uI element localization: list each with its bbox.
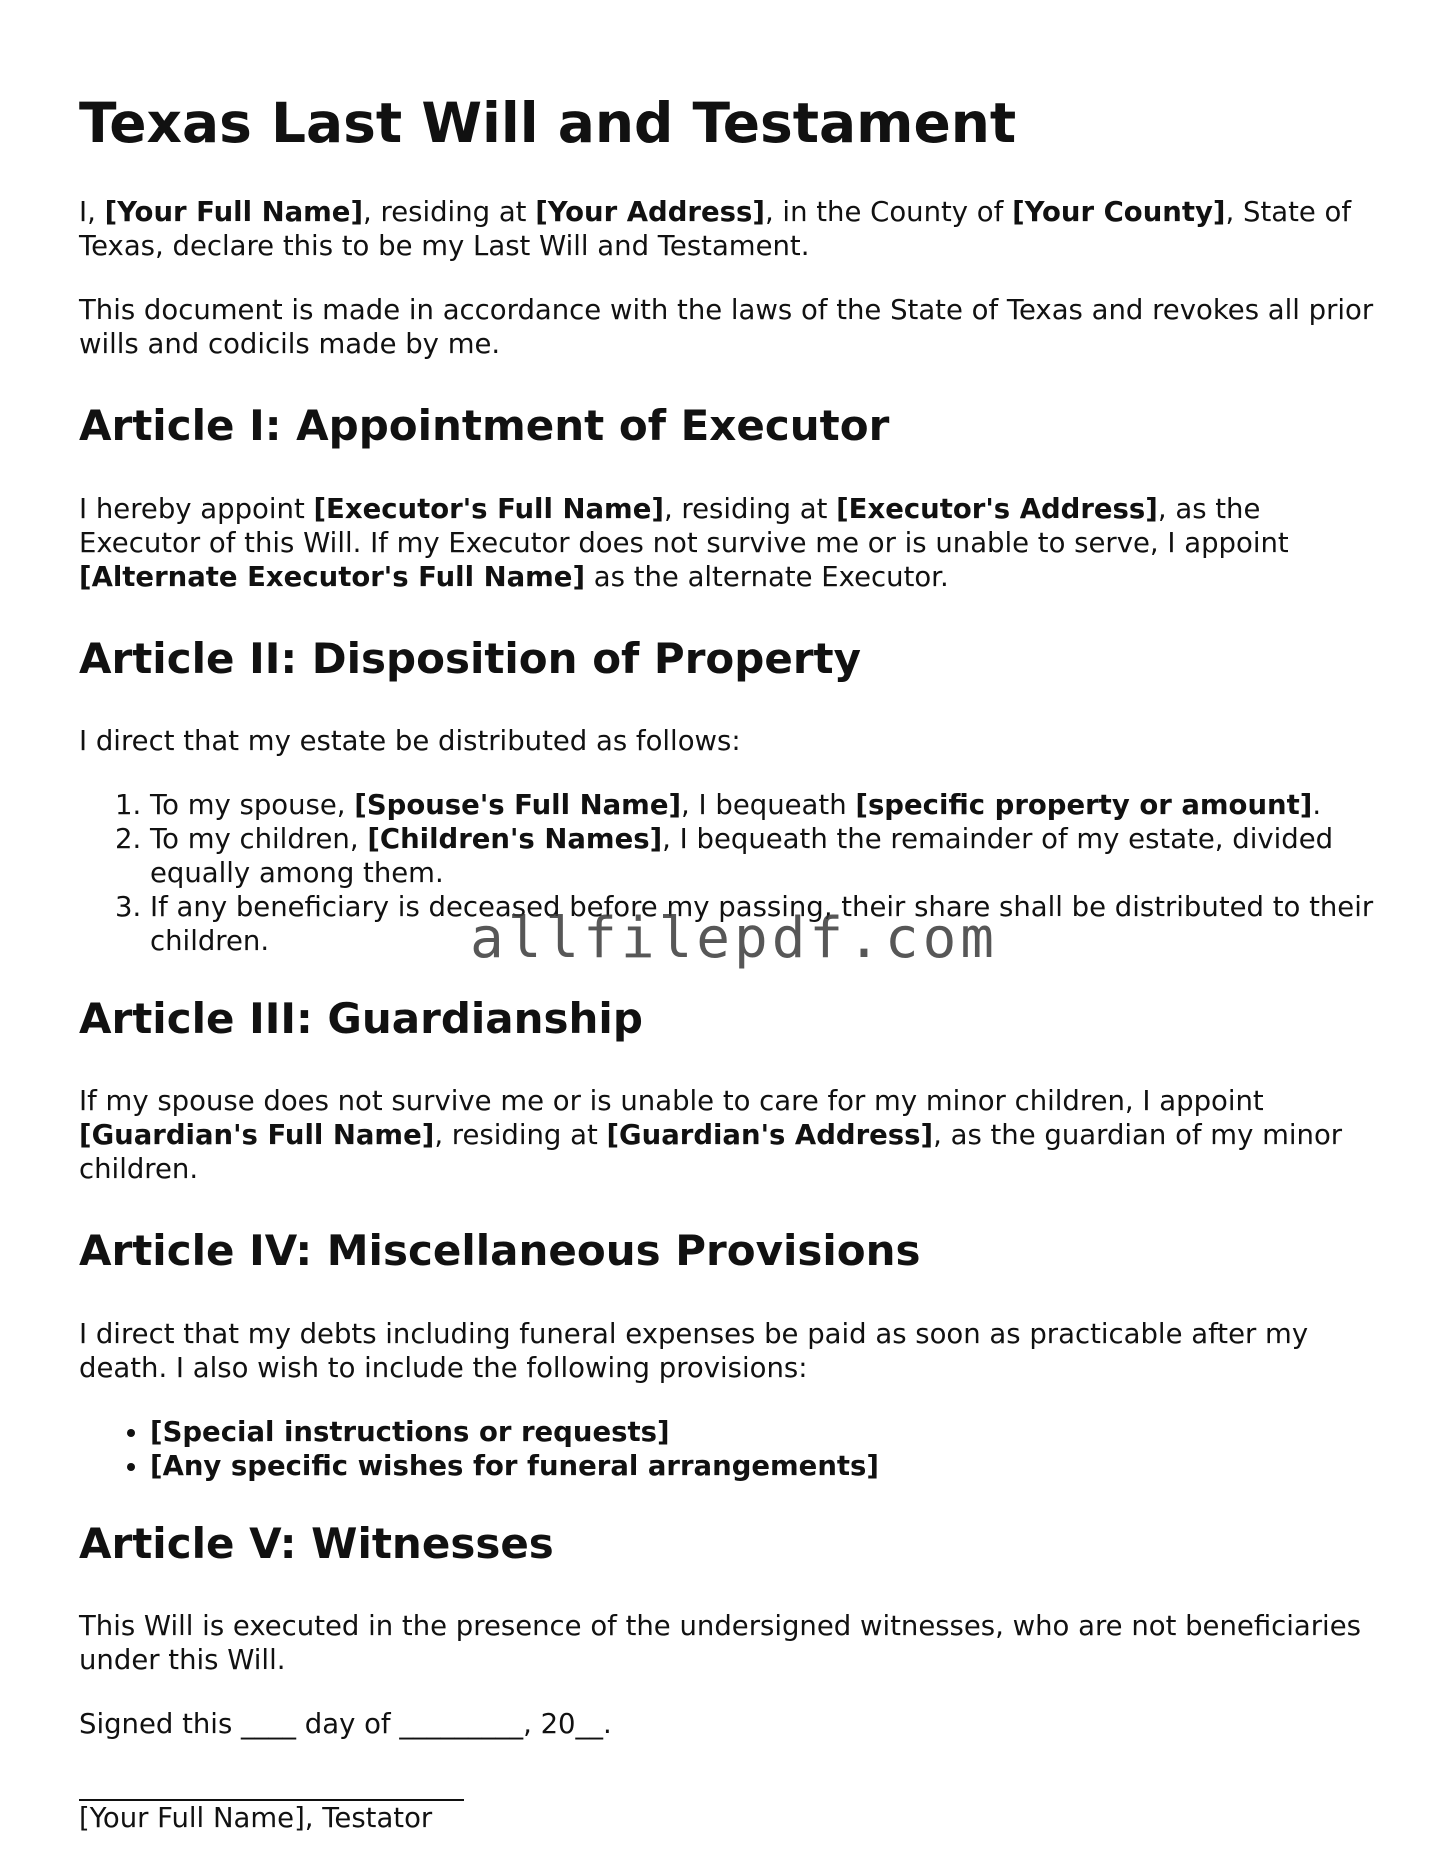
article-2-intro: I direct that my estate be distributed as follows:	[79, 725, 741, 758]
list-item-text: , I bequeath the remainder of my estate, divided equally among them.	[150, 823, 1334, 890]
article-5-heading: Article V: Witnesses	[79, 1518, 554, 1568]
list-item-text: To my spouse,	[150, 789, 355, 822]
list-item	[150, 788, 1379, 822]
article-1-text-1: I hereby appoint	[79, 492, 314, 525]
article-5-text: This Will is executed in the presence of the undersigned witnesses, who are not beneficiaries under this Will.	[79, 1610, 1361, 1677]
placeholder-special-instructions: [Special instructions or requests]	[150, 1415, 670, 1448]
intro-text-1: I,	[79, 196, 105, 229]
intro-paragraph-revocation: This document is made in accordance with the laws of the State of Texas and revokes all prior wills and codicils made by me.	[79, 294, 1374, 361]
article-3-text	[79, 1084, 1379, 1186]
article-2-heading: Article II: Disposition of Property	[79, 633, 862, 683]
article-3-text-3: , as the guardian of my minor children.	[79, 1119, 1343, 1186]
list-item-text: .	[1312, 789, 1322, 822]
placeholder-your-county: [Your County]	[1012, 196, 1226, 229]
placeholder-executor-name: [Executor's Full Name]	[313, 492, 664, 525]
placeholder-your-full-name: [Your Full Name]	[104, 196, 364, 229]
list-item-text: To my children,	[150, 823, 368, 856]
placeholder-spouse-name: [Spouse's Full Name]	[354, 789, 682, 822]
list-item	[150, 1449, 1379, 1483]
article-1-text-4: as the alternate Executor.	[585, 560, 949, 593]
watermark-text: allfilepdf.com	[470, 906, 999, 971]
intro-text-3: , in the County of	[764, 196, 1013, 229]
list-item-text: , I bequeath	[681, 789, 856, 822]
provisions-list	[79, 1415, 1379, 1483]
article-1-heading: Article I: Appointment of Executor	[79, 401, 890, 451]
article-4-text: I direct that my debts including funeral expenses be paid as soon as practicable after my death. I also wish to include the following provisions:	[79, 1317, 1309, 1384]
list-item-text: If any beneficiary is deceased before my passing, their share shall be distributed to their children.	[150, 891, 1374, 958]
document-title: Texas Last Will and Testament	[79, 91, 1017, 155]
list-item	[150, 1415, 1379, 1449]
intro-text-4: , State of Texas, declare this to be my Last Will and Testament.	[79, 196, 1352, 263]
placeholder-alternate-executor-name: [Alternate Executor's Full Name]	[79, 560, 586, 593]
article-3-text-1: If my spouse does not survive me or is unable to care for my minor children, I appoint	[79, 1085, 1264, 1118]
article-1-text-3: , as the Executor of this Will. If my Executor does not survive me or is unable to serve, I appoint	[79, 492, 1289, 559]
placeholder-guardian-address: [Guardian's Address]	[606, 1119, 934, 1152]
placeholder-specific-property: [specific property or amount]	[855, 789, 1313, 822]
list-item	[150, 822, 1379, 890]
placeholder-guardian-name: [Guardian's Full Name]	[79, 1119, 435, 1152]
article-1-text	[79, 492, 1379, 594]
article-4-heading: Article IV: Miscellaneous Provisions	[79, 1226, 921, 1276]
signed-date-line: Signed this ____ day of _________, 20__.	[79, 1708, 612, 1741]
article-3-heading: Article III: Guardianship	[79, 994, 643, 1044]
placeholder-your-address: [Your Address]	[535, 196, 765, 229]
placeholder-funeral-wishes: [Any specific wishes for funeral arrangements]	[150, 1449, 879, 1482]
signature-caption: [Your Full Name], Testator	[79, 1802, 433, 1835]
placeholder-children-names: [Children's Names]	[367, 823, 663, 856]
intro-paragraph-declaration	[79, 195, 1379, 263]
placeholder-executor-address: [Executor's Address]	[836, 492, 1158, 525]
signature-line	[79, 1771, 464, 1801]
article-1-text-2: , residing at	[663, 492, 837, 525]
intro-text-2: , residing at	[363, 196, 536, 229]
article-3-text-2: , residing at	[434, 1119, 607, 1152]
